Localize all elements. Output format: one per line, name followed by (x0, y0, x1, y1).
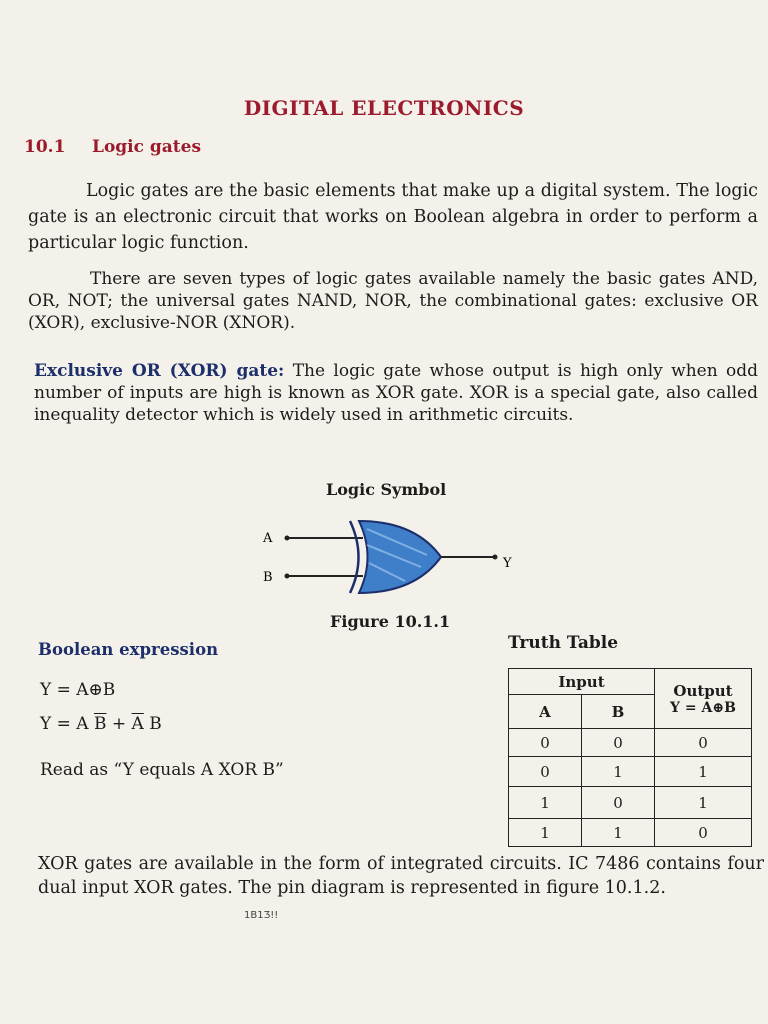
truth-table-title: Truth Table (508, 633, 619, 653)
cell-y: 1 (655, 757, 752, 787)
gate-input-b-label: B (263, 570, 273, 585)
gate-output-label: Y (503, 556, 512, 571)
output-dot (493, 555, 498, 560)
boolean-equation-expanded (40, 714, 162, 734)
boolean-expression-title: Boolean expression (38, 640, 219, 659)
cell-a: 0 (509, 729, 582, 757)
cell-y: 1 (655, 787, 752, 819)
xor-definition-text: The logic gate whose output is high only when odd number of inputs are high is known as XOR gate. XOR is a special gate, also called inequality detector which is widely used in arithmetic circuits. (34, 361, 759, 425)
truth-table-col-b: B (582, 695, 655, 729)
section-title: Logic gates (92, 137, 202, 157)
eq2-b-bar: $\overline{B}$ (93, 714, 107, 734)
truth-table (508, 668, 752, 847)
eq2-plus: + (106, 714, 132, 734)
cell-b: 1 (582, 819, 655, 847)
page-title: DIGITAL ELECTRONICS (243, 96, 525, 120)
cell-b: 0 (582, 729, 655, 757)
table-row (509, 819, 752, 847)
truth-table-input-header: Input (509, 669, 655, 695)
eq2-a-bar: $\overline{A}$ (131, 714, 144, 734)
figure-caption: Figure 10.1.1 (330, 612, 451, 631)
eq2-suffix: B (143, 714, 162, 734)
output-header-label: Output (673, 681, 733, 700)
table-row (509, 787, 752, 819)
eq2-prefix: Y = A (40, 714, 94, 734)
cell-b: 0 (582, 787, 655, 819)
cell-a: 1 (509, 819, 582, 847)
paragraph-xor (34, 360, 758, 426)
xor-extra-curve (350, 521, 359, 593)
table-row (509, 757, 752, 787)
truth-table-col-a: A (509, 695, 582, 729)
cell-a: 0 (509, 757, 582, 787)
xor-definition-label: Exclusive OR (XOR) gate: (34, 361, 285, 381)
gate-input-a-label: A (263, 531, 273, 546)
logic-symbol-title: Logic Symbol (326, 480, 447, 499)
section-number: 10.1 (24, 137, 66, 157)
table-row (509, 729, 752, 757)
handwritten-note: 1B1Ʒ!! (244, 910, 279, 921)
xor-gate-symbol (255, 515, 525, 595)
cell-b: 1 (582, 757, 655, 787)
truth-table-output-header (655, 669, 752, 729)
cell-a: 1 (509, 787, 582, 819)
boolean-equation-xor: Y = A⊕B (40, 680, 116, 700)
paragraph-gate-types: There are seven types of logic gates available namely the basic gates AND, OR, NOT; the universal gates NAND, NOR, the combinational gates: exclusive OR (XOR), exclusive-NOR (XNOR). (28, 269, 758, 333)
cell-y: 0 (655, 819, 752, 847)
paragraph-ic-info: XOR gates are available in the form of integrated circuits. IC 7486 contains four dual input XOR gates. The pin diagram is represented in figure 10.1.2. (38, 854, 764, 898)
read-as-text: Read as “Y equals A XOR B” (40, 760, 284, 780)
cell-y: 0 (655, 729, 752, 757)
paragraph-intro: Logic gates are the basic elements that make up a digital system. The logic gate is an electronic circuit that works on Boolean algebra in order to perform a particular logic function. (28, 181, 758, 253)
truth-table-col-y: Y = A⊕B (670, 699, 736, 716)
